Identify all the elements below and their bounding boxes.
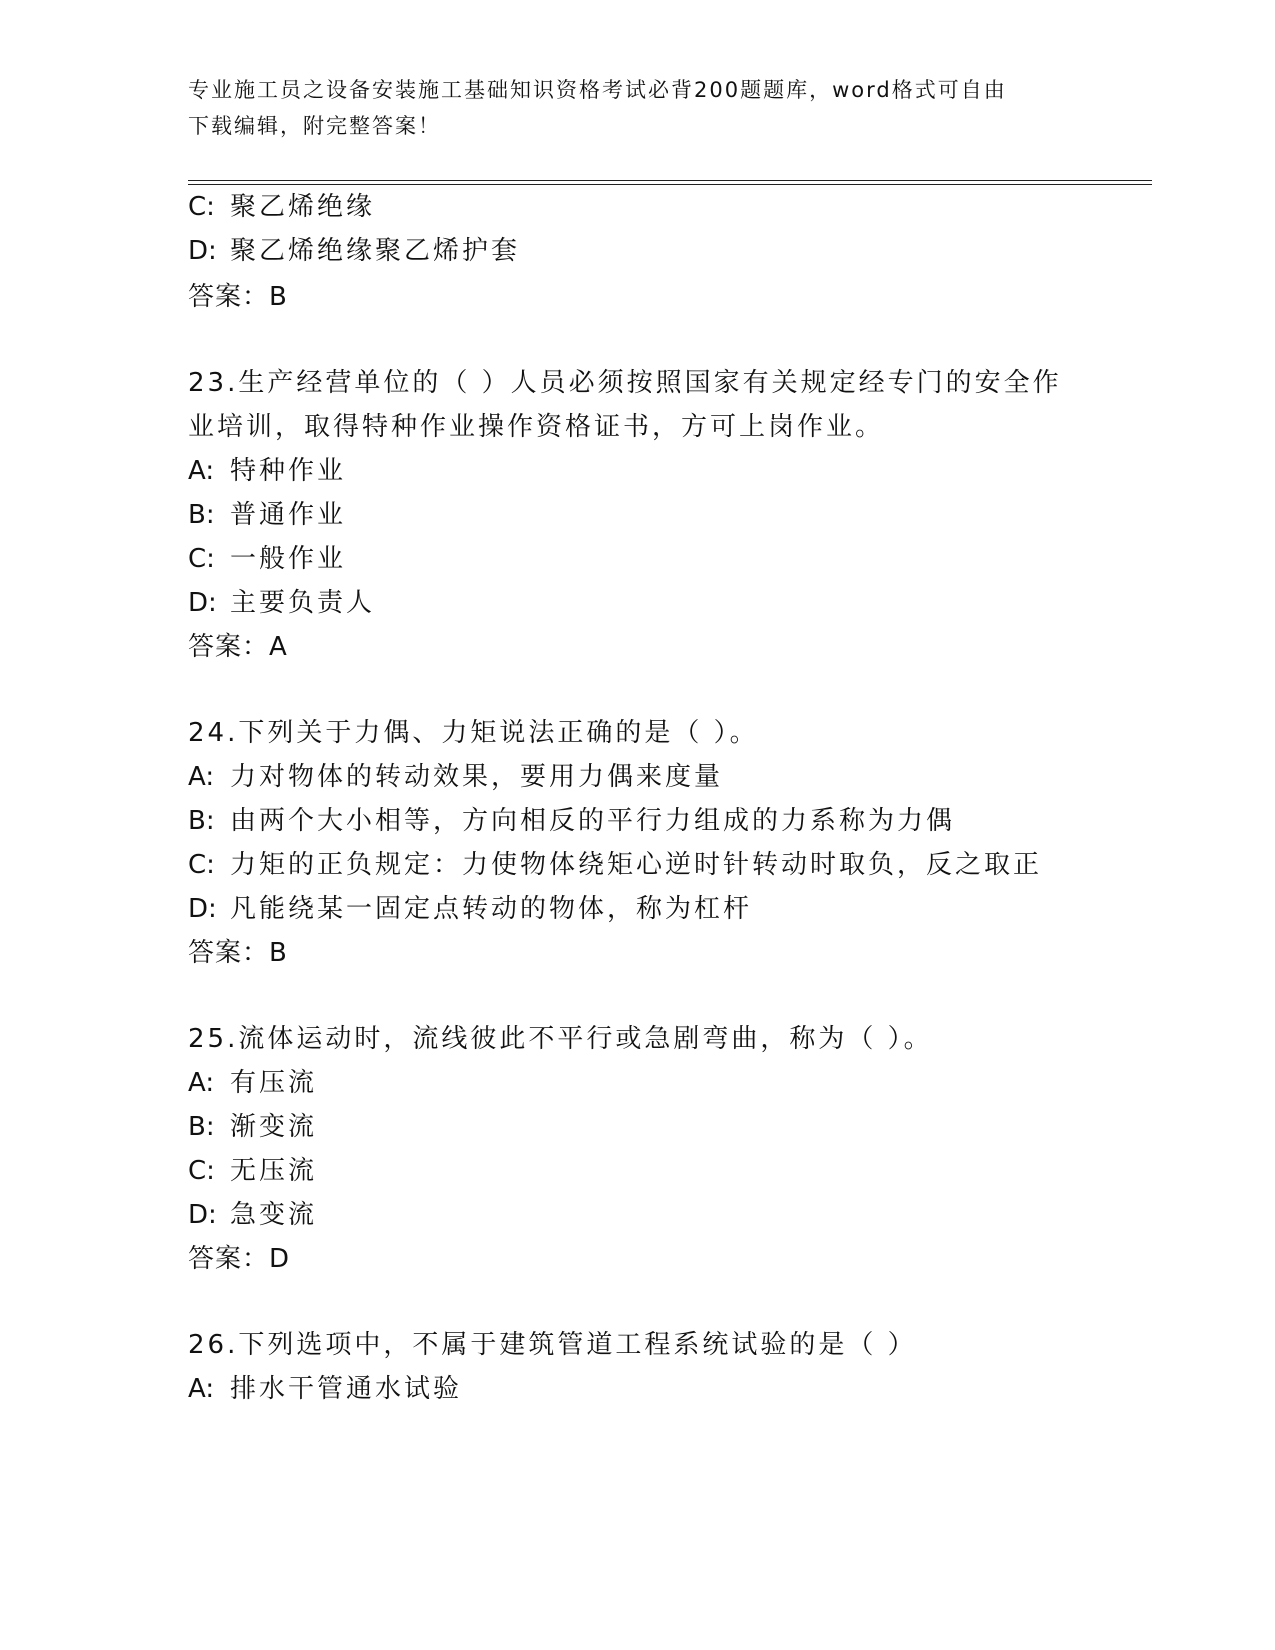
- option-text: 特种作业: [230, 456, 347, 486]
- option-text: 排水干管通水试验: [230, 1374, 463, 1404]
- option-prefix: A:: [188, 762, 215, 792]
- option-text: 主要负责人: [230, 588, 376, 618]
- q24-option-d: [188, 892, 752, 926]
- option-text: 无压流: [230, 1156, 318, 1186]
- option-text: 有压流: [230, 1068, 318, 1098]
- q24-answer: 答案：B: [188, 938, 288, 968]
- q23-option-b: [188, 498, 346, 532]
- q24-option-a: [188, 760, 723, 794]
- q24-stem-line-1: 24.下列关于力偶、力矩说法正确的是（ ）。: [188, 718, 759, 748]
- q25-option-c: [188, 1154, 317, 1188]
- option-prefix: C:: [188, 192, 215, 222]
- option-prefix: A:: [188, 1374, 215, 1404]
- option-text: 聚乙烯绝缘聚乙烯护套: [230, 236, 521, 266]
- option-prefix: D:: [188, 236, 217, 266]
- q26-stem-line-1: 26.下列选项中，不属于建筑管道工程系统试验的是（ ）: [188, 1330, 917, 1360]
- option-text: 聚乙烯绝缘: [230, 192, 376, 222]
- header-title-line-1: 专业施工员之设备安装施工基础知识资格考试必背200题题库，word格式可自由: [188, 78, 1007, 102]
- q24-option-c: [188, 848, 1042, 882]
- q23-option-d: [188, 586, 375, 620]
- q23-stem-line-2: 业培训，取得特种作业操作资格证书，方可上岗作业。: [188, 412, 885, 442]
- q23-stem-line-1: 23.生产经营单位的（ ）人员必须按照国家有关规定经专门的安全作: [188, 368, 1062, 398]
- option-prefix: D:: [188, 1200, 217, 1230]
- option-prefix: C:: [188, 850, 215, 880]
- option-prefix: B:: [188, 500, 215, 530]
- option-text: 普通作业: [230, 500, 347, 530]
- option-prefix: B:: [188, 1112, 215, 1142]
- option-prefix: C:: [188, 544, 215, 574]
- q22-option-c: [188, 190, 375, 224]
- header-divider-top: [188, 180, 1152, 181]
- q25-option-d: [188, 1198, 317, 1232]
- option-prefix: B:: [188, 806, 215, 836]
- q24-option-b: [188, 804, 955, 838]
- document-header: [188, 72, 1068, 144]
- q25-stem-line-1: 25.流体运动时，流线彼此不平行或急剧弯曲，称为（ ）。: [188, 1024, 933, 1054]
- option-text: 凡能绕某一固定点转动的物体，称为杠杆: [230, 894, 753, 924]
- q23-option-c: [188, 542, 346, 576]
- q22-option-d: [188, 234, 520, 268]
- option-prefix: A:: [188, 1068, 215, 1098]
- option-prefix: D:: [188, 588, 217, 618]
- option-text: 急变流: [230, 1200, 318, 1230]
- option-text: 力矩的正负规定：力使物体绕矩心逆时针转动时取负，反之取正: [230, 850, 1043, 880]
- option-text: 力对物体的转动效果，要用力偶来度量: [230, 762, 724, 792]
- q23-option-a: [188, 454, 346, 488]
- option-prefix: D:: [188, 894, 217, 924]
- q22-answer: 答案：B: [188, 282, 288, 312]
- option-text: 渐变流: [230, 1112, 318, 1142]
- option-text: 一般作业: [230, 544, 347, 574]
- q23-answer: 答案：A: [188, 632, 288, 662]
- option-prefix: C:: [188, 1156, 215, 1186]
- option-prefix: A:: [188, 456, 215, 486]
- q25-option-b: [188, 1110, 317, 1144]
- q25-answer: 答案：D: [188, 1244, 291, 1274]
- option-text: 由两个大小相等，方向相反的平行力组成的力系称为力偶: [230, 806, 956, 836]
- q26-option-a: [188, 1372, 462, 1406]
- header-title-line-2: 下载编辑，附完整答案！: [188, 114, 441, 138]
- q25-option-a: [188, 1066, 317, 1100]
- header-divider-bottom: [188, 184, 1152, 185]
